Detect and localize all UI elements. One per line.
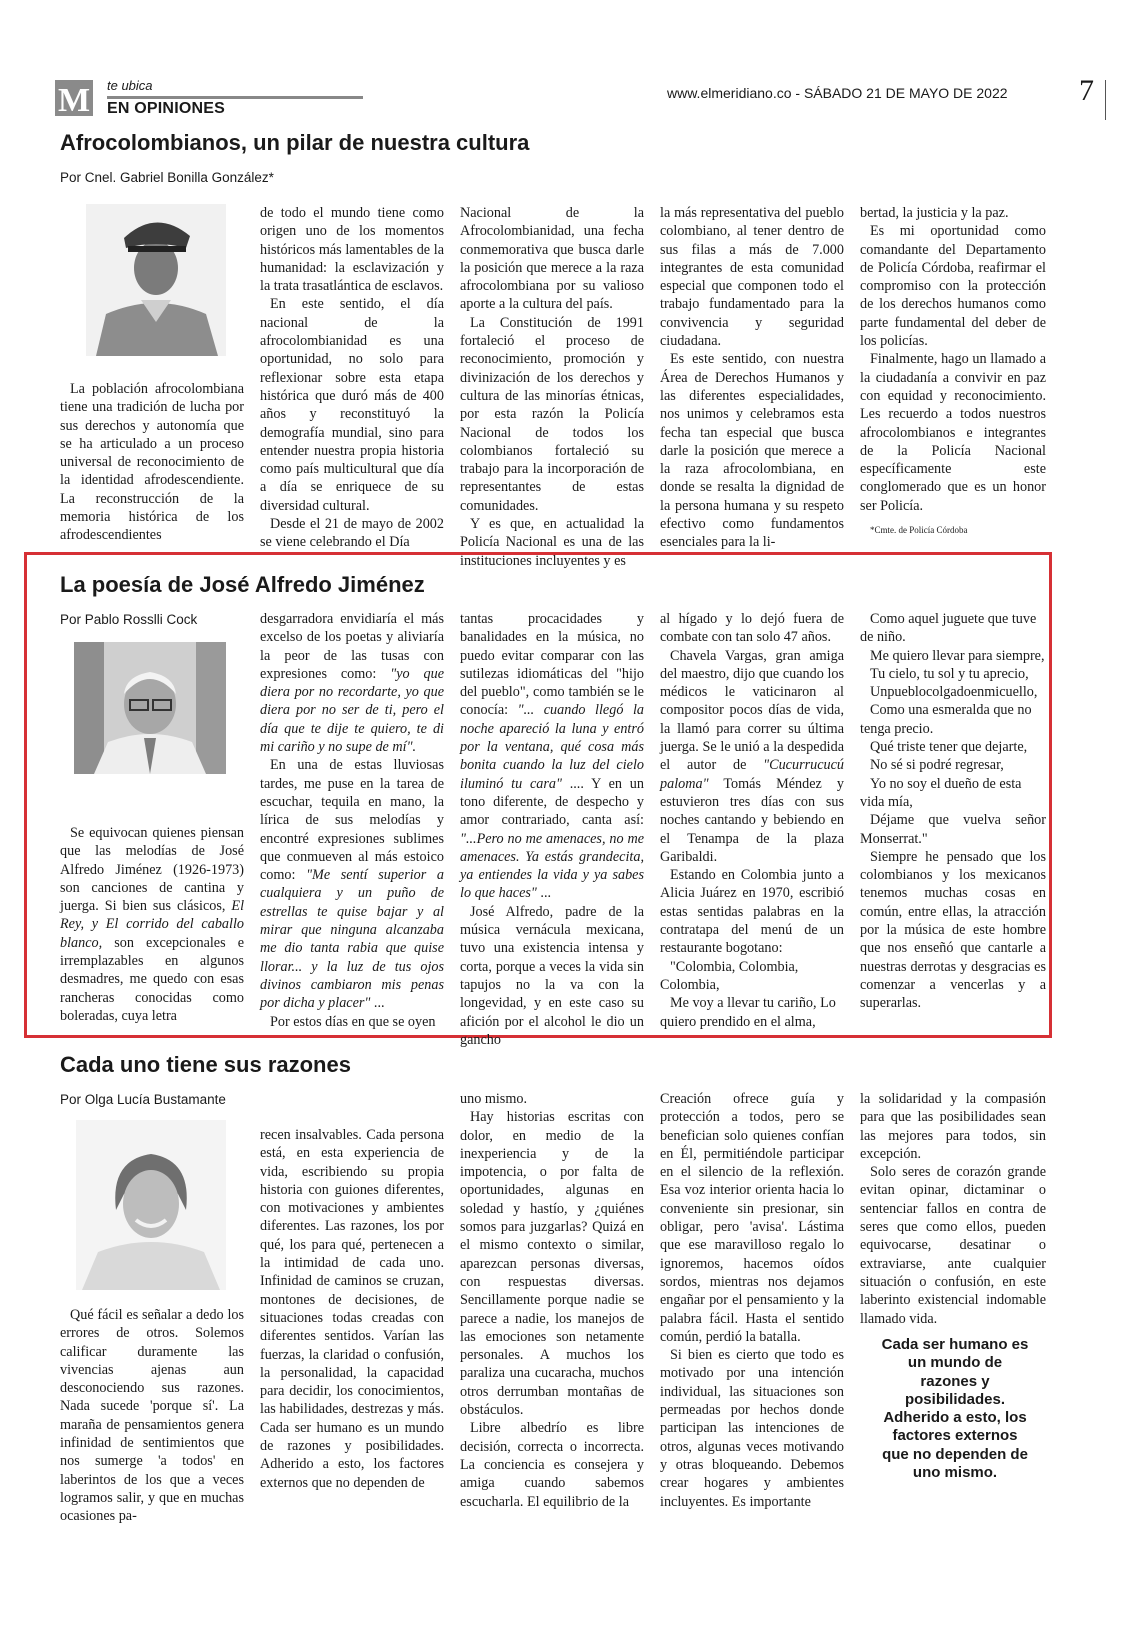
- paragraph: La población afrocolombiana tiene una tradición de lucha por sus derechos y autonomía que se ha articulado a un proceso universal de reconocimiento de la identidad afrodescendiente. La reconstrucción de la memoria histórica de los afrodescendientes: [60, 381, 244, 544]
- page-rule: [1105, 80, 1106, 120]
- column-5: [860, 1090, 1046, 1328]
- date-line: www.elmeridiano.co - SÁBADO 21 DE MAYO DE 2022: [667, 85, 1008, 101]
- lyric-quote: "...Pero no me amenaces, no me amenaces. Ya estás grandecita, ya entiendes la vida y ya sabes lo que haces": [460, 830, 644, 902]
- author-footnote: *Cmte. de Policía Córdoba: [870, 525, 968, 536]
- column-5: [860, 204, 1046, 539]
- paragraph: de todo el mundo tiene como origen uno de los momentos históricos más lamentables de la humanidad: la esclavización y la trata trasatlántica de esclavos.: [260, 205, 444, 295]
- column-3: [460, 610, 644, 1049]
- paragraph: "Colombia, Colombia, Colombia,: [660, 958, 799, 993]
- svg-text:M: M: [57, 82, 91, 116]
- text-run: desgarradora envidiaría el más excelso de los poetas y aliviaría la peor de las tusas con expresiones como:: [260, 611, 444, 682]
- column-4: [660, 610, 844, 1031]
- paragraph: Solo seres de corazón grande evitan opinar, dictaminar o sentenciar fallos en contra de seres que como ellos, pueden equivocarse, desatinar o extraviarse, ante cualquier situación o confusión, en este laberinto existencial indomable llamado vida.: [860, 1164, 1046, 1327]
- paragraph: Libre albedrío es libre decisión, correcta o incorrecta. La conciencia es consejera y amiga cuando sabemos escucharla. El equilibrio de la: [460, 1420, 644, 1510]
- paragraph: Es mi oportunidad como comandante del Departamento de Policía Córdoba, reafirmar el compromiso con la protección de los derechos humanos como parte fundamental del deber de los policías.: [860, 223, 1046, 350]
- text-run: ...: [373, 995, 385, 1012]
- article-afrocolombianos: [24, 126, 1096, 569]
- paragraph: Y es que, en actualidad la Policía Nacional es una de las instituciones incluyentes y es: [460, 516, 644, 569]
- byline: Por Pablo Rosslli Cock: [60, 612, 198, 627]
- text-run: .... Y en un tono diferente, de despecho y amor contrariado, canta así:: [460, 775, 644, 829]
- poem-line: Me quiero llevar para siempre,: [870, 647, 1045, 664]
- column-4: [660, 204, 844, 552]
- poem-line: Como una esmeralda que no tenga precio.: [860, 702, 1032, 737]
- column-2: [260, 610, 444, 1031]
- column-1: [60, 1306, 244, 1526]
- paragraph: Finalmente, hago un llamado a la ciudadanía a convivir en paz con equidad y reconocimiento. Les recuerdo a todos nuestros afrocolombianos e integrantes de la Policía Nacional específicamente este conglomerado que es un honor ser Policía.: [860, 351, 1046, 514]
- column-1: [60, 380, 244, 545]
- paragraph: Nacional de la Afrocolombianidad, una fecha conmemorativa que busca darle la posición que merece a la raza afrocolombiana por su valioso aporte a la cultura del país.: [460, 205, 644, 313]
- song-title: "Cucurrucucú paloma": [660, 757, 844, 792]
- poem-line: Qué triste tener que dejarte,: [870, 739, 1028, 756]
- newspaper-logo: [55, 80, 93, 116]
- smiling-woman-portrait: [76, 1120, 226, 1290]
- paragraph: [260, 610, 444, 756]
- paragraph: Si bien es cierto que todo es motivado por una intención individual, las situaciones son permeadas por hechos donde participan las intenciones de otros, algunas veces motivando y otras bloqueando. Debemos crear hogares y ambientes incluyentes. Es importante: [660, 1347, 844, 1510]
- paragraph: La Constitución de 1991 fortaleció el proceso de reconocimiento, promoción y divinización de los derechos y cultura de las minorías étnicas, por esta razón la Policía Nacional de todos los colombianos fortaleció su trabajo para la incorporación de representantes de estas comunidades.: [460, 314, 644, 514]
- lyric-quote: "Me sentí superior a cualquiera y un puño de estrellas te quise bajar y al mirar que ninguna alcanzaba me dio tanta rabia que quise llorar... y la luz de tus ojos divinos cambiaron mis penas por dicha y placer": [260, 867, 445, 1012]
- paragraph: [260, 756, 444, 1012]
- paragraph: Por estos días en que se oyen: [270, 1013, 436, 1030]
- page-number: 7: [1079, 74, 1094, 107]
- headline: La poesía de José Alfredo Jiménez: [60, 572, 425, 597]
- column-3: [460, 1090, 644, 1511]
- lyric-quote: "... cuando llegó la noche apareció la luna y entró por la ventana, qué cosa más bonita cuando la luz del cielo iluminó tu cara": [460, 702, 644, 792]
- paragraph: bertad, la justicia y la paz.: [860, 205, 1009, 221]
- column-2: [260, 1126, 444, 1492]
- text-run: Chavela Vargas, gran amiga del maestro, dijo que cuando los médicos le vaticinaron al compositor pocos días de vida, la llamó para correr su última juerga. Se le unió a la despedida el autor de: [660, 647, 844, 774]
- paragraph: al hígado y lo dejó fuera de combate con tan solo 47 años.: [660, 611, 844, 646]
- section-label: EN OPINIONES: [107, 100, 225, 117]
- article-cada-uno-tiene-sus-razones: [24, 1050, 1096, 1610]
- paragraph: [660, 647, 844, 867]
- byline: Por Olga Lucía Bustamante: [60, 1092, 226, 1107]
- paragraph: recen insalvables. Cada persona está, en esta experiencia de vida, escribiendo su propia historia con guiones diferentes, con motivaciones y ambientes diferentes. Las razones, los por qué, los para qué, pertenecen a la intimidad de cada uno. Infinidad de caminos se cruzan, montones de decisiones, de situaciones todas creadas con diferentes sentidos. Varían las fuerzas, la claridad o confusión, la personalidad, la capacidad para decidir, los conocimientos, las habilidades, destrezas y más. Cada ser humano es un mundo de razones y posibilidades. Adherido a esto, los factores externos que no dependen de: [260, 1127, 444, 1491]
- poem-line: Como aquel juguete que tuve de niño.: [860, 611, 1037, 646]
- section-rule: [107, 96, 363, 99]
- paragraph: la solidaridad y la compasión para que las posibilidades sean las mejores para todos, sin excepción.: [860, 1091, 1046, 1162]
- paragraph: [460, 610, 644, 903]
- paragraph: José Alfredo, padre de la música vernácula mexicana, tuvo una existencia intensa y corta, porque a veces la vida sin tapujos no la va con la longevidad, y en este caso su afición por el alcohol le dio un gancho: [460, 903, 644, 1048]
- text-run: son excepcionales e irremplazables en algunos desmadres, me quedo con esas rancheras conocidas como boleradas, cuya letra: [60, 934, 245, 1024]
- paragraph: uno mismo.: [460, 1091, 528, 1107]
- paragraph: Me voy a llevar tu cariño, Lo quiero prendido en el alma,: [660, 995, 836, 1030]
- poem-line: Déjame que vuelva señor Monserrat.": [860, 812, 1046, 847]
- paragraph: [60, 824, 244, 1025]
- text-run: tantas procacidades y banalidades en la música, no puedo evitar comparar con las sutilezas idiomáticas del "hijo del pueblo", como también se le conocía:: [460, 611, 644, 719]
- column-2: [260, 204, 444, 552]
- paragraph: la más representativa del pueblo colombiano, al tener dentro de sus filas a más de 7.000 integrantes de esta comunidad especial que componen todo el trabajo fundamentado para la convivencia y seguridad ciudadana.: [660, 205, 844, 350]
- author-photo: [74, 642, 226, 774]
- police-officer-portrait: [86, 204, 226, 356]
- text-run: Tomás Méndez y estuvieron tres días con sus noches cantando y bebiendo en el Tenampa de la plaza Garibaldi.: [660, 775, 844, 865]
- section-kicker: te ubica: [107, 78, 153, 93]
- headline: Cada uno tiene sus razones: [60, 1052, 351, 1077]
- masthead: [55, 74, 1115, 120]
- man-with-glasses-portrait: [74, 642, 226, 774]
- headline: Afrocolombianos, un pilar de nuestra cultura: [60, 130, 530, 155]
- paragraph: Siempre he pensado que los colombianos y los mexicanos tenemos muchas cosas en común, entre ellas, la atracción por la música de este hombre que nos enseñó que cantarle a nuestras derrotas y desgracias es comenzar a vencerlas y a superarlas.: [860, 848, 1046, 1012]
- paragraph: Estando en Colombia junto a Alicia Juárez en 1970, escribió estas sentidas palabras en la contratapa del menú de un restaurante bogotano:: [660, 867, 844, 957]
- byline: Por Cnel. Gabriel Bonilla González*: [60, 170, 274, 185]
- text-run: ...: [540, 885, 552, 902]
- poem-line: Tu cielo, tu sol y tu aprecio,: [870, 665, 1029, 682]
- author-photo: [76, 1120, 226, 1290]
- poem-line: Yo no soy el dueño de esta vida mía,: [860, 775, 1022, 810]
- author-photo: [86, 204, 226, 356]
- poem-line: Unpueblocolgadoenmicuello,: [870, 684, 1038, 701]
- column-3: [460, 204, 644, 570]
- paragraph: Hay historias escritas con dolor, en medio de la inexperiencia y de la impotencia, o por falta de oportunidades, algunas en soledad y hastío, y ¿quiénes somos para juzgarlas? Quizá en el mismo contexto o similar, aparezcan personas diversas, con respuestas diversas. Sencillamente porque nadie se parece a nadie, los manejos de las emociones son netamente personales. A muchos los paraliza una cucaracha, muchos otros derrumban montañas de obstáculos.: [460, 1109, 644, 1419]
- column-5: [860, 610, 1046, 1013]
- song-titles: El Rey, y El corrido del caballo blanco,: [60, 898, 245, 951]
- paragraph: Es este sentido, con nuestra Área de Derechos Humanos y las diferentes especialidades, nos unimos y celebramos esta fecha tan especial que busca darle la posición que merece a la raza afrocolombiana, en donde se resalta la dignidad de la persona humana y su respeto efectivo como fundamentos esenciales para la li-: [660, 351, 844, 551]
- pull-quote: Cada ser humano es un mundo de razones y posibilidades. Adherido a esto, los factores externos que no dependen de uno mismo.: [881, 1336, 1029, 1482]
- paragraph: En este sentido, el día nacional de la afrocolombianidad es una oportunidad, no solo para reflexionar sobre esta etapa histórica que duró más de 400 años y reconstituyó la demografía mundial, sino para entender nuestra propia historia como país multicultural que día a día se enriquece de su diversidad cultural.: [260, 296, 444, 514]
- text-run: Se equivocan quienes piensan que las melodías de José Alfredo Jiménez (1926-1973) son canciones de cantina y juerga. Si bien sus clásicos,: [60, 825, 244, 915]
- article-poesia-jose-alfredo: [24, 568, 1096, 1048]
- column-4: [660, 1090, 844, 1511]
- lyric-quote: "yo que diera por no recordarte, yo que diera por no ser de ti, pero el día que te dije te quiero, te di mi cariño y no supe de mí".: [260, 665, 444, 756]
- paragraph: Qué fácil es señalar a dedo los errores de otros. Solemos calificar duramente las vivencias ajenas aun desconociendo sus razones. Nada sucede 'porque sí'. La maraña de pensamientos genera infinidad de sentimientos que nos sumerge 'a todos' en laberintos de los que a veces logramos salir, y que en muchas ocasiones pa-: [60, 1307, 244, 1525]
- poem-line: No sé si podré regresar,: [870, 757, 1004, 774]
- paragraph: Creación ofrece guía y protección a todos, pero se benefician solo quienes confían en Él, permitiéndole participar en el silencio de la reflexión. Esa voz interior orienta hacia lo conveniente sin presionar, sin obligar, pero 'avisa'. Lástima que ese maravilloso regalo lo ignoremos, hacemos oídos sordos, mientras nos dejamos engañar por el pensamiento y la palabra fácil. Hasta el sentido común, perdió la batalla.: [660, 1091, 844, 1345]
- paragraph: Desde el 21 de mayo de 2002 se viene celebrando el Día: [260, 516, 444, 551]
- column-1: [60, 824, 244, 1025]
- text-run: En una de estas lluviosas tardes, me puse en la tarea de escuchar, tequila en mano, la lírica de sus melodías y encontré expresiones sublimes que conmueven al más estoico como:: [260, 757, 444, 884]
